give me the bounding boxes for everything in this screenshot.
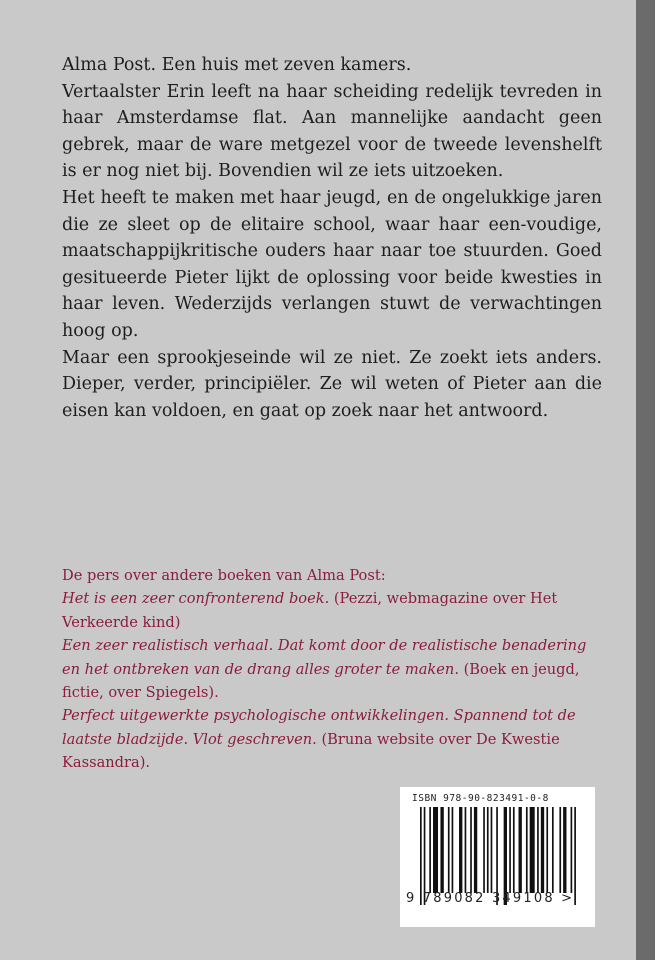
quote-source: (Bruna website over De Kwestie Kassandra). — [62, 730, 560, 772]
barcode-bar — [571, 807, 573, 893]
barcode-bar — [509, 807, 511, 893]
press-quote — [62, 704, 607, 774]
barcode-bar — [519, 807, 522, 893]
barcode-bar — [440, 807, 443, 893]
barcode-bar — [526, 807, 528, 893]
barcode-bar — [459, 807, 462, 893]
barcode-bar — [537, 807, 539, 893]
barcode-bar — [559, 807, 561, 893]
blurb-paragraph: Maar een sprookjeseinde wil ze niet. Ze zoekt iets anders. Dieper, verder, principiëler. Ze wil weten of Pieter aan die eisen kan voldoen, en gaat op zoek naar het antwoord. — [62, 347, 602, 421]
press-quote — [62, 587, 607, 634]
barcode-bar — [470, 807, 472, 893]
book-spine — [636, 0, 655, 960]
press-heading: De pers over andere boeken van Alma Post: — [62, 567, 386, 584]
barcode-bar — [563, 807, 566, 893]
barcode-bar — [546, 807, 548, 893]
quote-source: (Pezzi, webmagazine over Het Verkeerde kind) — [62, 590, 558, 631]
barcode-bar — [491, 807, 493, 893]
blurb-paragraph: Het heeft te maken met haar jeugd, en de ongelukkige jaren die ze sleet op de elitaire school, waar haar een-voudige, maatschappijkritische ouders haar naar toe stuurden. Goed gesitueerde Pieter lijkt de oplossing voor beide kwesties in haar leven. Wederzijds verlangen stuwt de verwachtingen hoog op. — [62, 187, 602, 341]
barcode-bar — [541, 807, 544, 893]
barcode-bar — [433, 807, 438, 893]
barcode-bar — [574, 807, 576, 905]
quote-text: Het is een zeer confronterend boek. — [62, 590, 330, 608]
quote-source: (Boek en jeugd, fictie, over Spiegels). — [62, 660, 580, 702]
barcode-bar — [452, 807, 454, 893]
blurb-title-line: Alma Post. Een huis met zeven kamers. — [62, 55, 412, 75]
press-quotes — [62, 564, 607, 775]
barcode-bar — [448, 807, 450, 893]
barcode-bar — [465, 807, 467, 893]
barcode-bar — [429, 807, 431, 893]
quote-text: Een zeer realistisch verhaal. Dat komt door de realistische benadering en het ontbreken van de drang alles groter te maken. — [62, 637, 587, 678]
barcode-bar — [487, 807, 489, 893]
barcode-bar — [474, 807, 477, 893]
isbn-label: ISBN 978-90-823491-0-8 — [412, 793, 549, 804]
quote-text: Perfect uitgewerkte psychologische ontwikkelingen. Spannend tot de laatste bladzijde. Vlot geschreven. — [62, 707, 576, 748]
press-quote — [62, 634, 607, 704]
isbn-barcode — [400, 787, 595, 927]
barcode-bar — [552, 807, 554, 893]
barcode-bar — [530, 807, 535, 893]
barcode-bar — [513, 807, 515, 893]
blurb-paragraph: Vertaalster Erin leeft na haar scheiding redelijk tevreden in haar Amsterdamse flat. Aan mannelijke aandacht geen gebrek, maar de ware metgezel voor de tweede levenshelft is er nog niet bij. Bovendien wil ze iets uitzoeken. — [62, 81, 602, 182]
barcode-digits: 9 789082 349108 > — [406, 891, 575, 906]
barcode-bar — [483, 807, 485, 893]
blurb-text — [62, 52, 602, 424]
